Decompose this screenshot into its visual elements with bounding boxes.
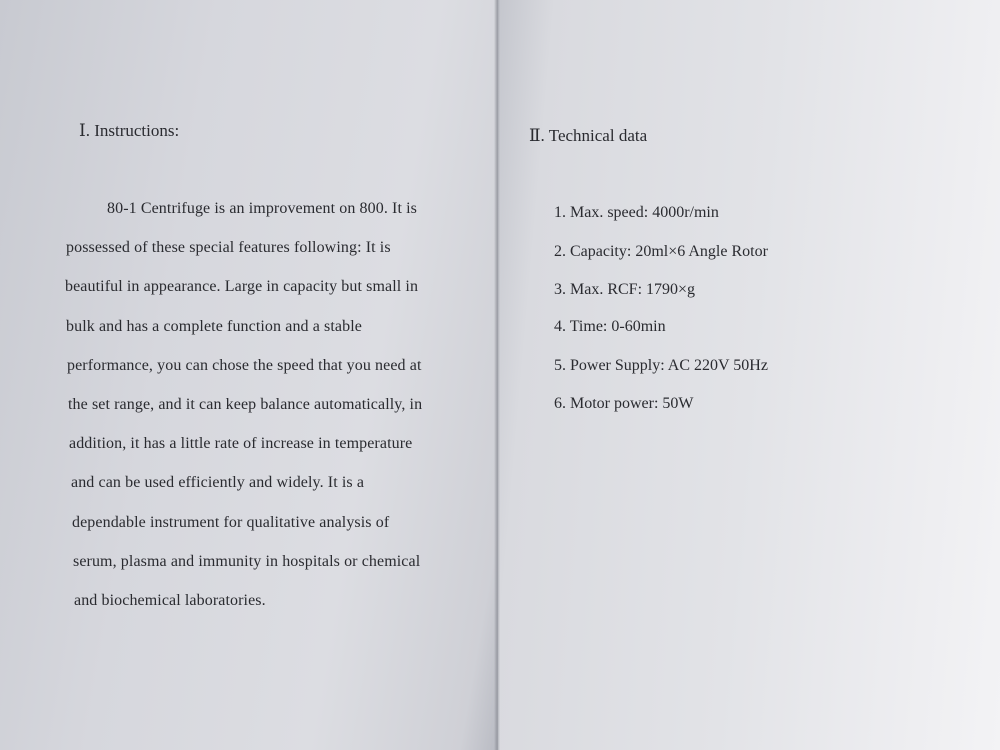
spec-item-time: 4. Time: 0-60min	[554, 318, 666, 335]
spec-item-max-rcf: 3. Max. RCF: 1790×g	[554, 281, 696, 298]
spec-item-power-supply: 5. Power Supply: AC 220V 50Hz	[554, 357, 768, 374]
paragraph-line: beautiful in appearance. Large in capacity but small in	[65, 278, 419, 295]
paragraph-line: the set range, and it can keep balance automatically, in	[68, 396, 423, 413]
paragraph-line: dependable instrument for qualitative analysis of	[72, 514, 390, 531]
paragraph-line: possessed of these special features following: It is	[66, 239, 391, 256]
left-page	[0, 0, 497, 750]
paragraph-line: addition, it has a little rate of increase in temperature	[69, 435, 413, 452]
paragraph-line: serum, plasma and immunity in hospitals or chemical	[73, 553, 421, 570]
paragraph-line: and can be used efficiently and widely. It is a	[71, 474, 365, 491]
spec-item-motor-power: 6. Motor power: 50W	[554, 395, 694, 412]
paragraph-line: and biochemical laboratories.	[74, 592, 266, 609]
spec-item-max-speed: 1. Max. speed: 4000r/min	[554, 204, 719, 221]
page-fold	[494, 0, 500, 750]
right-page	[498, 0, 1000, 750]
paragraph-line: performance, you can chose the speed that you need at	[67, 357, 422, 374]
paragraph-line: 80-1 Centrifuge is an improvement on 800. It is	[107, 200, 417, 217]
paragraph-line: bulk and has a complete function and a stable	[66, 318, 362, 335]
technical-data-heading: Ⅱ. Technical data	[529, 126, 648, 145]
instructions-heading: Ⅰ. Instructions:	[79, 121, 180, 140]
spec-item-capacity: 2. Capacity: 20ml×6 Angle Rotor	[554, 243, 768, 260]
